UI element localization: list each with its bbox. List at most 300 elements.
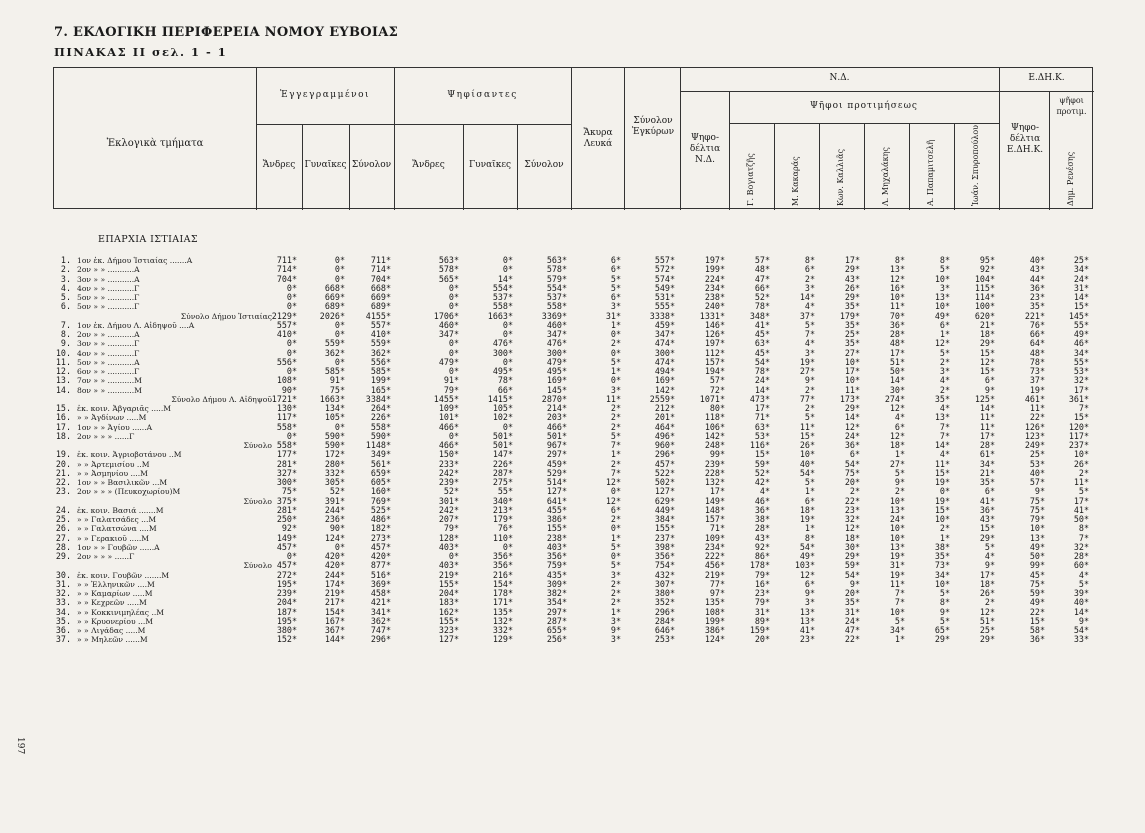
- cell-value: 460*: [438, 319, 459, 330]
- cell-value: 45*: [1029, 569, 1045, 580]
- cell-value: 187*: [276, 606, 297, 617]
- cell-value: 689*: [324, 301, 345, 312]
- cell-value: 558*: [370, 421, 391, 432]
- cell-value: 6*: [610, 504, 621, 515]
- cell-value: 43*: [844, 273, 860, 284]
- cell-value: 7*: [1078, 403, 1089, 413]
- cell-value: 12*: [979, 606, 995, 617]
- row-label: » » Ἀρτεμισίου ..Μ: [77, 459, 150, 469]
- col-synolon-egg: Σύνολον: [351, 160, 392, 170]
- cell-value: 222*: [704, 551, 725, 561]
- cell-value: 466*: [438, 421, 459, 432]
- cell-value: 4*: [939, 449, 950, 460]
- col-synolon-egkyron: Σύνολον Ἐγκύρων: [631, 116, 675, 137]
- row-label: Σύνολο: [243, 441, 272, 450]
- cell-value: 495*: [492, 366, 513, 376]
- cell-value: 32*: [1073, 375, 1089, 386]
- cell-value: 28*: [889, 329, 905, 339]
- cell-value: 21*: [979, 319, 995, 330]
- cell-value: 457*: [276, 560, 297, 571]
- cell-value: 0*: [334, 329, 345, 339]
- cell-value: 0*: [448, 366, 459, 376]
- cell-value: 99*: [709, 449, 725, 460]
- row-label: » » Ἐλληνικῶν ....Μ: [77, 579, 155, 589]
- cell-value: 42*: [754, 477, 770, 487]
- cell-value: 367*: [324, 625, 345, 635]
- cell-value: 105*: [324, 412, 345, 423]
- col-ekl-tmimata: Ἐκλογικὰ τμήματα: [106, 138, 204, 149]
- cell-value: 95*: [979, 255, 995, 265]
- cell-value: 71*: [754, 412, 770, 423]
- cell-value: 21*: [979, 467, 995, 478]
- cell-value: 6*: [610, 292, 621, 302]
- cell-value: 281*: [276, 458, 297, 469]
- cell-value: 31*: [605, 310, 621, 321]
- cell-value: 14*: [497, 273, 513, 284]
- cell-value: 296*: [654, 449, 675, 460]
- cell-value: 386*: [546, 514, 567, 524]
- cell-value: 2*: [1078, 467, 1089, 478]
- cell-value: 50*: [889, 366, 905, 376]
- row-label: » » Κρυονερίου ...Μ: [77, 616, 154, 626]
- cell-value: 49*: [799, 551, 815, 561]
- cell-value: 159*: [749, 625, 770, 635]
- row-label: 7ον » » ...........Μ: [77, 376, 142, 386]
- cell-value: 1071*: [699, 393, 725, 404]
- cell-value: 124*: [324, 532, 345, 543]
- cell-value: 0*: [610, 523, 621, 534]
- cell-value: 48*: [754, 264, 770, 275]
- cell-value: 35*: [934, 393, 950, 404]
- cell-value: 495*: [546, 366, 567, 376]
- cell-value: 17*: [889, 347, 905, 358]
- cell-value: 3*: [939, 366, 950, 376]
- cell-value: 327*: [276, 467, 297, 478]
- cell-value: 501*: [492, 430, 513, 441]
- cell-value: 466*: [438, 440, 459, 450]
- cell-value: 19*: [889, 569, 905, 580]
- cell-value: 556*: [276, 356, 297, 367]
- cell-value: 474*: [654, 356, 675, 367]
- cell-value: 17*: [979, 430, 995, 441]
- cell-value: 32*: [844, 514, 860, 524]
- cell-value: 8*: [894, 255, 905, 265]
- row-label: 2ον » » » ......Γ: [77, 431, 135, 441]
- cell-value: 172*: [324, 449, 345, 460]
- cell-value: 529*: [546, 467, 567, 478]
- cell-value: 26*: [979, 588, 995, 598]
- cell-value: 4*: [804, 301, 815, 312]
- row-number: 4.: [60, 282, 71, 293]
- cell-value: 432*: [654, 569, 675, 580]
- cell-value: 239*: [276, 588, 297, 598]
- cell-value: 103*: [794, 560, 815, 571]
- cell-value: 457*: [654, 458, 675, 469]
- cell-value: 12*: [844, 523, 860, 534]
- cell-value: 479*: [438, 356, 459, 367]
- cell-value: 30*: [889, 384, 905, 395]
- cell-value: 4*: [894, 412, 905, 423]
- cell-value: 0*: [286, 292, 297, 302]
- cell-value: 24*: [844, 615, 860, 626]
- cell-value: 5*: [1078, 578, 1089, 589]
- cell-value: 10*: [844, 356, 860, 367]
- cell-value: 0*: [610, 375, 621, 386]
- row-number: 16.: [55, 412, 71, 423]
- cell-value: 297*: [546, 449, 567, 460]
- cell-value: 199*: [704, 264, 725, 275]
- row-label: 2ον » » » (Πευκοχωρίου)Μ: [77, 487, 181, 497]
- cell-value: 554*: [546, 282, 567, 293]
- cell-value: 49*: [934, 310, 950, 321]
- row-label: 1ον » » Βασιλικῶν ...Μ: [77, 478, 168, 487]
- cell-value: 27*: [844, 347, 860, 358]
- cell-value: 240*: [704, 301, 725, 312]
- cell-value: 108*: [276, 375, 297, 386]
- candidate-kallias: Κων. Καλλιᾶς: [836, 149, 845, 206]
- col-andres-psif: Ἄνδρες: [412, 160, 445, 170]
- cell-value: 18*: [799, 504, 815, 515]
- cell-value: 219*: [324, 588, 345, 598]
- row-label: 2ον » » ...........Α: [77, 265, 140, 275]
- cell-value: 36*: [1029, 282, 1045, 293]
- cell-value: 79*: [754, 597, 770, 608]
- cell-value: 50*: [1029, 551, 1045, 561]
- cell-value: 1*: [610, 449, 621, 460]
- cell-value: 3*: [610, 301, 621, 312]
- cell-value: 179*: [492, 514, 513, 524]
- cell-value: 2*: [939, 356, 950, 367]
- cell-value: 54*: [799, 541, 815, 552]
- cell-value: 199*: [704, 615, 725, 626]
- cell-value: 2026*: [319, 310, 345, 321]
- cell-value: 0*: [334, 273, 345, 284]
- cell-value: 5*: [804, 319, 815, 330]
- cell-value: 65*: [934, 625, 950, 635]
- cell-value: 38*: [754, 514, 770, 524]
- cell-value: 34*: [979, 458, 995, 469]
- cell-value: 19*: [799, 514, 815, 524]
- cell-value: 41*: [754, 319, 770, 330]
- cell-value: 41*: [979, 495, 995, 506]
- cell-value: 459*: [546, 458, 567, 469]
- cell-value: 204*: [276, 597, 297, 608]
- cell-value: 226*: [492, 458, 513, 469]
- cell-value: 127*: [438, 634, 459, 645]
- cell-value: 5*: [939, 615, 950, 626]
- row-label: 8ον » » ...........Μ: [77, 385, 142, 395]
- row-number: 30.: [55, 569, 71, 580]
- cell-value: 558*: [492, 301, 513, 312]
- cell-value: 559*: [324, 338, 345, 349]
- col-gynaikes-psif: Γυναῖκες: [468, 160, 512, 170]
- cell-value: 60*: [1073, 560, 1089, 571]
- cell-value: 183*: [438, 597, 459, 608]
- cell-value: 10*: [1073, 449, 1089, 460]
- row-number: 27.: [55, 532, 71, 543]
- cell-value: 12*: [844, 421, 860, 432]
- cell-value: 214*: [546, 403, 567, 413]
- cell-value: 476*: [492, 338, 513, 349]
- cell-value: 49*: [1029, 597, 1045, 608]
- cell-value: 46*: [754, 495, 770, 506]
- cell-value: 71*: [709, 523, 725, 534]
- cell-value: 26*: [844, 282, 860, 293]
- cell-value: 29*: [979, 634, 995, 645]
- cell-value: 120*: [1068, 421, 1089, 432]
- cell-value: 10*: [934, 514, 950, 524]
- cell-value: 10*: [934, 301, 950, 312]
- cell-value: 0*: [334, 356, 345, 367]
- cell-value: 203*: [546, 412, 567, 423]
- cell-value: 9*: [804, 588, 815, 598]
- cell-value: 361*: [1068, 393, 1089, 404]
- cell-value: 20*: [754, 634, 770, 645]
- cell-value: 118*: [704, 412, 725, 423]
- row-number: 9.: [60, 338, 71, 349]
- cell-value: 25*: [1073, 255, 1089, 265]
- cell-value: 34*: [934, 569, 950, 580]
- cell-value: 157*: [704, 356, 725, 367]
- row-number: 3.: [60, 273, 71, 284]
- row-number: 11.: [55, 356, 71, 367]
- cell-value: 501*: [546, 430, 567, 441]
- cell-value: 435*: [546, 569, 567, 580]
- cell-value: 167*: [324, 615, 345, 626]
- cell-value: 0*: [334, 319, 345, 330]
- cell-value: 41*: [1073, 504, 1089, 515]
- row-number: 5.: [60, 292, 71, 302]
- cell-value: 101*: [438, 412, 459, 423]
- cell-value: 52*: [754, 292, 770, 302]
- cell-value: 620*: [974, 310, 995, 321]
- cell-value: 629*: [654, 495, 675, 506]
- cell-value: 501*: [492, 440, 513, 450]
- cell-value: 5*: [804, 477, 815, 487]
- cell-value: 99*: [1029, 560, 1045, 571]
- candidate-michalakis: Λ. Μηχαλάκης: [881, 147, 890, 206]
- cell-value: 53*: [1073, 366, 1089, 376]
- cell-value: 212*: [654, 403, 675, 413]
- cell-value: 34*: [889, 625, 905, 635]
- cell-value: 79*: [443, 523, 459, 534]
- cell-value: 155*: [546, 523, 567, 534]
- cell-value: 410*: [276, 329, 297, 339]
- cell-value: 54*: [799, 467, 815, 478]
- cell-value: 12*: [889, 430, 905, 441]
- cell-value: 26*: [1073, 458, 1089, 469]
- row-label: 2ον » » ...........Α: [77, 330, 140, 339]
- cell-value: 3*: [804, 282, 815, 293]
- cell-value: 3384*: [365, 393, 391, 404]
- cell-value: 356*: [654, 551, 675, 561]
- cell-value: 9*: [1034, 486, 1045, 497]
- cell-value: 516*: [370, 569, 391, 580]
- cell-value: 0*: [334, 264, 345, 275]
- cell-value: 54*: [844, 458, 860, 469]
- cell-value: 78*: [754, 366, 770, 376]
- cell-value: 17*: [1073, 495, 1089, 506]
- row-label: » » Λιγάδας .....Μ: [77, 626, 146, 635]
- cell-value: 15*: [799, 430, 815, 441]
- cell-value: 11*: [799, 421, 815, 432]
- cell-value: 668*: [324, 282, 345, 293]
- cell-value: 57*: [709, 375, 725, 386]
- row-number: 36.: [55, 625, 71, 635]
- cell-value: 369*: [370, 578, 391, 589]
- cell-value: 557*: [370, 319, 391, 330]
- cell-value: 7*: [804, 329, 815, 339]
- cell-value: 49*: [1073, 329, 1089, 339]
- row-label: 1ον ἐκ. Δήμου Λ. Αἰδηψοῦ ....Α: [77, 320, 195, 330]
- cell-value: 48*: [1029, 347, 1045, 358]
- cell-value: 13*: [934, 292, 950, 302]
- row-label: 2ον » » » ......Γ: [77, 552, 135, 561]
- cell-value: 0*: [610, 347, 621, 358]
- cell-value: 195*: [276, 578, 297, 589]
- row-label: » » Ἀγδίνων .....Μ: [77, 413, 147, 423]
- cell-value: 558*: [276, 421, 297, 432]
- row-number: 12.: [55, 366, 71, 376]
- cell-value: 54*: [1073, 625, 1089, 635]
- cell-value: 9*: [984, 560, 995, 571]
- cell-value: 32*: [1073, 541, 1089, 552]
- cell-value: 747*: [370, 625, 391, 635]
- cell-value: 5*: [610, 273, 621, 284]
- cell-value: 0*: [502, 319, 513, 330]
- col-nd: Ν.Δ.: [829, 73, 850, 83]
- cell-value: 40*: [1029, 467, 1045, 478]
- cell-value: 2*: [610, 597, 621, 608]
- cell-value: 0*: [334, 541, 345, 552]
- cell-value: 0*: [448, 551, 459, 561]
- cell-value: 9*: [984, 384, 995, 395]
- row-label: 5ον » » ...........Γ: [77, 293, 140, 302]
- cell-value: 55*: [1073, 356, 1089, 367]
- cell-value: 457*: [370, 541, 391, 552]
- cell-value: 117*: [1068, 430, 1089, 441]
- cell-value: 18*: [979, 578, 995, 589]
- cell-value: 123*: [1024, 430, 1045, 441]
- cell-value: 297*: [546, 606, 567, 617]
- cell-value: 15*: [979, 523, 995, 534]
- row-label: 5ον » » ...........Γ: [77, 302, 140, 312]
- cell-value: 79*: [443, 384, 459, 395]
- cell-value: 92*: [281, 523, 297, 534]
- cell-value: 8*: [1078, 523, 1089, 534]
- cell-value: 5*: [610, 430, 621, 441]
- cell-value: 574*: [654, 273, 675, 284]
- cell-value: 4*: [939, 375, 950, 386]
- cell-value: 2559*: [649, 393, 675, 404]
- cell-value: 3*: [939, 282, 950, 293]
- cell-value: 2*: [984, 597, 995, 608]
- cell-value: 13*: [1029, 532, 1045, 543]
- cell-value: 28*: [979, 440, 995, 450]
- cell-value: 17*: [709, 486, 725, 497]
- cell-value: 420*: [324, 551, 345, 561]
- row-number: 18.: [55, 430, 71, 441]
- cell-value: 86*: [754, 551, 770, 561]
- cell-value: 1*: [610, 319, 621, 330]
- cell-value: 22*: [1029, 412, 1045, 423]
- cell-value: 10*: [889, 292, 905, 302]
- cell-value: 104*: [974, 273, 995, 284]
- cell-value: 6*: [804, 264, 815, 275]
- row-label: ἐκ. κοιν. Ἀγριοβοτάνου ..Μ: [77, 450, 182, 460]
- cell-value: 63*: [754, 421, 770, 432]
- cell-value: 5*: [610, 282, 621, 293]
- cell-value: 213*: [492, 504, 513, 515]
- cell-value: 127*: [654, 486, 675, 497]
- cell-value: 403*: [438, 541, 459, 552]
- cell-value: 23*: [799, 634, 815, 645]
- cell-value: 323*: [438, 625, 459, 635]
- cell-value: 11*: [889, 301, 905, 312]
- cell-value: 117*: [276, 412, 297, 423]
- cell-value: 456*: [704, 560, 725, 571]
- cell-value: 287*: [546, 615, 567, 626]
- cell-value: 8*: [804, 255, 815, 265]
- cell-value: 45*: [754, 329, 770, 339]
- cell-value: 403*: [438, 560, 459, 571]
- cell-value: 73*: [934, 560, 950, 571]
- cell-value: 199*: [370, 375, 391, 386]
- cell-value: 296*: [370, 634, 391, 645]
- cell-value: 25*: [979, 625, 995, 635]
- cell-value: 557*: [654, 255, 675, 265]
- cell-value: 13*: [889, 264, 905, 275]
- cell-value: 391*: [324, 495, 345, 506]
- cell-value: 64*: [1029, 338, 1045, 349]
- cell-value: 23*: [844, 504, 860, 515]
- cell-value: 50*: [1073, 514, 1089, 524]
- col-psifodeltia-edik: Ψηφο-δέλτια Ε.ΔΗ.Κ.: [1006, 123, 1044, 155]
- cell-value: 474*: [654, 338, 675, 349]
- cell-value: 126*: [704, 329, 725, 339]
- row-number: 28.: [55, 541, 71, 552]
- col-akyra: Ἄκυρα Λευκά: [583, 128, 613, 149]
- cell-value: 45*: [754, 347, 770, 358]
- cell-value: 169*: [546, 375, 567, 386]
- cell-value: 2*: [610, 421, 621, 432]
- cell-value: 5*: [984, 541, 995, 552]
- cell-value: 537*: [492, 292, 513, 302]
- cell-value: 15*: [754, 449, 770, 460]
- cell-value: 97*: [709, 588, 725, 598]
- cell-value: 4*: [804, 338, 815, 349]
- cell-value: 29*: [844, 551, 860, 561]
- cell-value: 9*: [939, 606, 950, 617]
- cell-value: 79*: [1029, 514, 1045, 524]
- cell-value: 2*: [849, 486, 860, 497]
- cell-value: 13*: [799, 606, 815, 617]
- cell-value: 154*: [492, 578, 513, 589]
- row-label: 6ον » » ...........Γ: [77, 367, 140, 376]
- cell-value: 26*: [799, 440, 815, 450]
- cell-value: 6*: [894, 421, 905, 432]
- cell-value: 300*: [654, 347, 675, 358]
- cell-value: 352*: [654, 597, 675, 608]
- cell-value: 25*: [844, 329, 860, 339]
- cell-value: 17*: [754, 403, 770, 413]
- col-gynaikes-egg: Γυναῖκες: [304, 160, 347, 170]
- cell-value: 549*: [654, 282, 675, 293]
- cell-value: 347*: [654, 329, 675, 339]
- cell-value: 1*: [939, 532, 950, 543]
- cell-value: 420*: [370, 551, 391, 561]
- col-psifodeltia-nd: Ψηφο-δέλτια Ν.Δ.: [689, 133, 721, 165]
